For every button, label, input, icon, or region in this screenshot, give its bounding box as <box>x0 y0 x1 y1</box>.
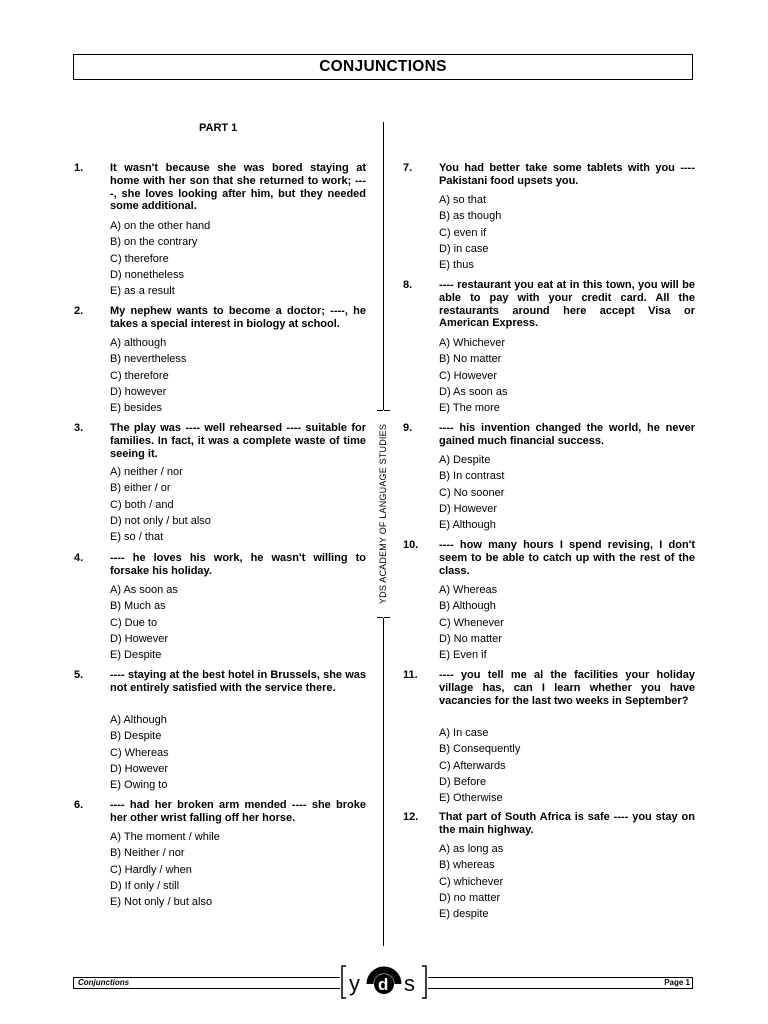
question-stem: The play was ---- well rehearsed ---- suitable for families. In fact, it was a complete waste of time seeing it. <box>110 422 366 460</box>
option: B) nevertheless <box>110 353 187 366</box>
option: A) As soon as <box>110 584 178 596</box>
question-number: 3. <box>74 422 84 434</box>
option: D) in case <box>439 242 489 255</box>
footer-title: Conjunctions <box>78 978 130 987</box>
option: D) nonetheless <box>110 268 184 281</box>
option-list <box>110 464 211 545</box>
option: D) If only / still <box>110 879 180 892</box>
question-stem: My nephew wants to become a doctor; ----, he takes a special interest in biology at school. <box>110 305 366 330</box>
question-number: 12. <box>403 811 419 823</box>
option: C) However <box>439 369 498 382</box>
question-stem: ---- you tell me al the facilities your holiday village has, can I learn whether you have vacancies for the last two weeks in September? <box>439 669 695 707</box>
page-number: Page 1 <box>664 978 690 987</box>
option: A) In case <box>439 727 489 739</box>
question-stem: ---- he loves his work, he wasn't willing to forsake his holiday. <box>110 552 366 577</box>
option: A) although <box>110 337 167 349</box>
svg-text:s: s <box>404 971 415 996</box>
option: B) Much as <box>110 600 166 613</box>
option: C) Hardly / when <box>110 863 192 876</box>
question-stem: ---- restaurant you eat at in this town, you will be able to pay with your credit card. All the restaurants around here accept Visa or American Express. <box>439 279 695 330</box>
option-list <box>110 582 178 663</box>
question-number: 9. <box>403 422 413 434</box>
option: E) Owing to <box>110 779 168 792</box>
option-list <box>110 335 186 416</box>
question-number: 1. <box>74 162 84 174</box>
option: C) therefore <box>110 369 169 382</box>
yds-logo-graphic <box>340 962 428 1002</box>
option: A) neither / nor <box>110 466 183 478</box>
option: E) Not only / but also <box>110 896 213 909</box>
option-list <box>110 712 169 793</box>
option: E) Even if <box>439 649 487 662</box>
option: A) The moment / while <box>110 831 220 843</box>
option-list <box>439 452 504 533</box>
question-stem: It wasn't because she was bored staying at home with her son that she returned to work; ----, she loves looking after him, but they needed some additional. <box>110 162 366 213</box>
option: E) as a result <box>110 285 175 298</box>
option: C) Whereas <box>110 746 169 759</box>
option: B) whereas <box>439 859 495 872</box>
option: C) even if <box>439 226 487 239</box>
question-stem: ---- how many hours I spend revising, I don't seem to be able to catch up with the rest of the class. <box>439 539 695 577</box>
part-heading: PART 1 <box>199 122 238 134</box>
option: A) Whichever <box>439 337 506 349</box>
option: B) Neither / nor <box>110 847 185 860</box>
question-stem: You had better take some tablets with you ---- Pakistani food upsets you. <box>439 162 695 187</box>
option: E) Despite <box>110 649 162 662</box>
question-number: 4. <box>74 552 84 564</box>
option: C) Afterwards <box>439 759 506 772</box>
option: E) Otherwise <box>439 792 503 805</box>
option: C) both / and <box>110 498 174 511</box>
option: A) so that <box>439 194 487 206</box>
option: B) In contrast <box>439 470 505 483</box>
option: A) Although <box>110 714 167 726</box>
question-stem: ---- staying at the best hotel in Brussels, she was not entirely satisfied with the service there. <box>110 669 366 694</box>
option: D) Before <box>439 775 487 788</box>
question-stem: ---- had her broken arm mended ---- she broke her other wrist falling off her horse. <box>110 799 366 824</box>
svg-text:y: y <box>349 971 360 996</box>
option: E) The more <box>439 402 500 415</box>
option-list <box>439 335 507 416</box>
question-number: 11. <box>403 669 418 681</box>
option: E) so / that <box>110 531 164 544</box>
option-list <box>110 218 210 299</box>
option: D) not only / but also <box>110 514 211 527</box>
option: C) No sooner <box>439 486 505 499</box>
option: B) No matter <box>439 353 502 366</box>
option-list <box>439 725 520 806</box>
question-number: 10. <box>403 539 419 551</box>
option-list <box>439 192 501 273</box>
option: C) Due to <box>110 616 158 629</box>
question-number: 6. <box>74 799 84 811</box>
option: A) Whereas <box>439 584 498 596</box>
option: C) whichever <box>439 875 504 888</box>
option: B) on the contrary <box>110 236 198 249</box>
option: B) Consequently <box>439 743 521 756</box>
option-list <box>439 582 504 663</box>
option: D) however <box>110 385 167 398</box>
svg-text:d: d <box>378 975 389 994</box>
option: A) Despite <box>439 454 491 466</box>
question-number: 8. <box>403 279 413 291</box>
question-number: 2. <box>74 305 84 317</box>
option-list <box>110 829 220 910</box>
option: C) Whenever <box>439 616 504 629</box>
column-divider <box>383 122 384 410</box>
option: C) therefore <box>110 252 169 265</box>
option: B) Despite <box>110 730 162 743</box>
question-stem: ---- his invention changed the world, he never gained much financial success. <box>439 422 695 447</box>
option: B) as though <box>439 210 502 223</box>
option: D) However <box>439 502 498 515</box>
option: E) thus <box>439 259 474 272</box>
question-stem: That part of South Africa is safe ---- you stay on the main highway. <box>439 811 695 836</box>
side-caption-wrap <box>373 410 393 618</box>
option: B) either / or <box>110 482 171 495</box>
option: D) As soon as <box>439 385 508 398</box>
option: D) However <box>110 762 169 775</box>
option-list <box>439 841 503 922</box>
option: E) despite <box>439 908 489 921</box>
option: B) Although <box>439 600 496 613</box>
side-caption: YDS ACADEMY OF LANGUAGE STUDIES <box>378 423 388 605</box>
question-number: 5. <box>74 669 84 681</box>
page-title: CONJUNCTIONS <box>73 54 693 80</box>
option: A) on the other hand <box>110 220 211 232</box>
option: D) No matter <box>439 632 502 645</box>
question-number: 7. <box>403 162 413 174</box>
option: A) as long as <box>439 843 504 855</box>
yds-logo <box>340 962 428 1002</box>
option: D) However <box>110 632 169 645</box>
option: D) no matter <box>439 891 501 904</box>
option: E) Although <box>439 519 496 532</box>
option: E) besides <box>110 402 162 415</box>
column-divider <box>383 618 384 946</box>
